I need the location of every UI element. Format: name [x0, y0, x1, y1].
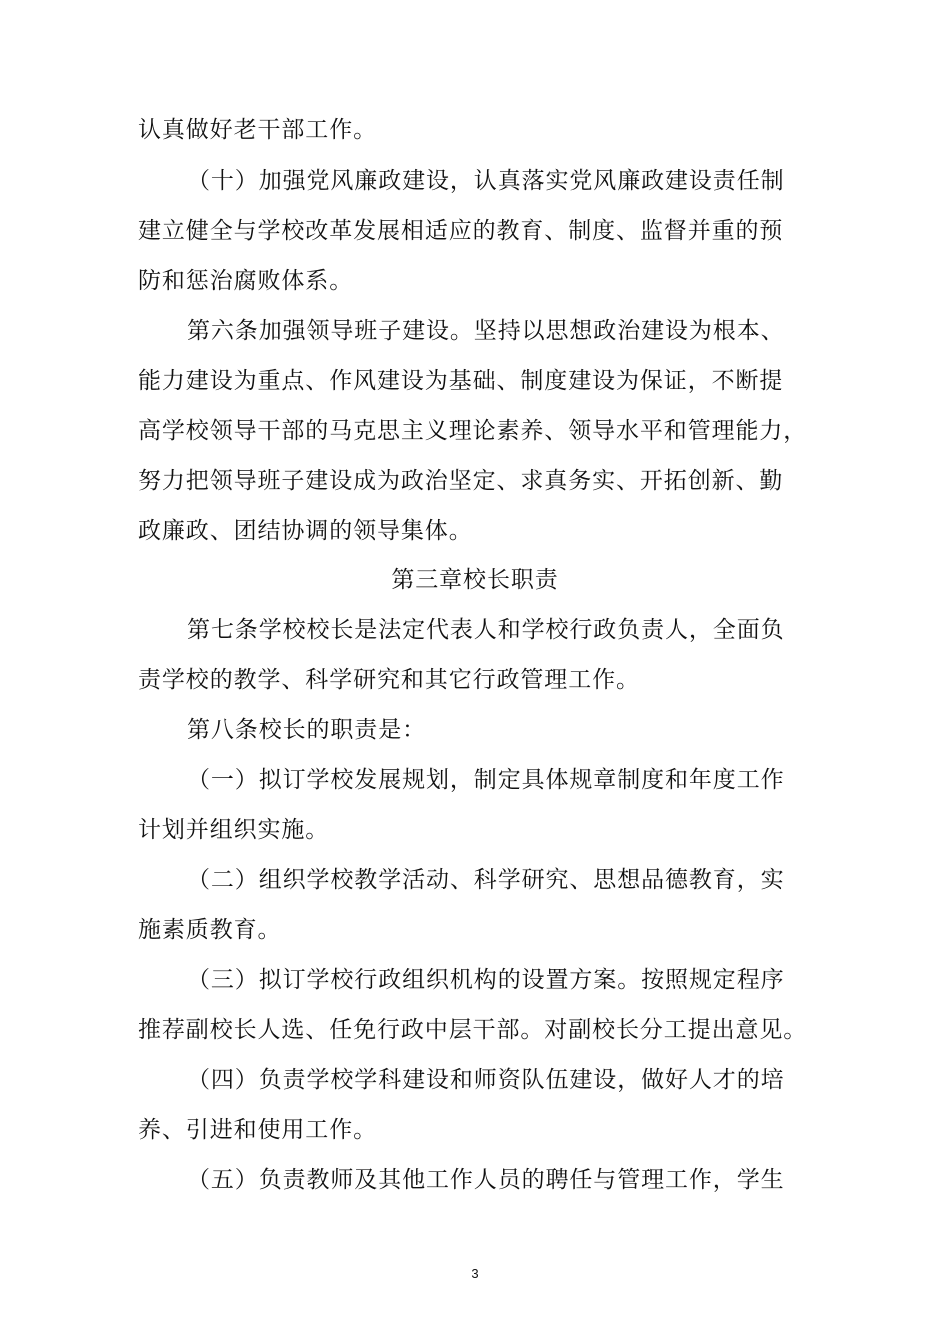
text-line-17: 施素质教育。 — [138, 917, 282, 943]
text-line-18: （三）拟订学校行政组织机构的设置方案。按照规定程序 — [187, 967, 785, 993]
text-line-6: 能力建设为重点、作风建设为基础、制度建设为保证，不断提 — [138, 368, 784, 394]
text-line-1: 认真做好老干部工作。 — [138, 117, 377, 143]
text-line-13: 第八条校长的职责是： — [187, 717, 426, 743]
text-line-11: 第七条学校校长是法定代表人和学校行政负责人，全面负 — [187, 617, 785, 643]
text-line-12: 责学校的教学、科学研究和其它行政管理工作。 — [138, 667, 640, 693]
text-line-2: （十）加强党风廉政建设，认真落实党风廉政建设责任制 — [187, 168, 785, 194]
text-line-14: （一）拟订学校发展规划，制定具体规章制度和年度工作 — [187, 767, 785, 793]
chapter-heading: 第三章校长职责 — [391, 567, 559, 593]
text-line-19: 推荐副校长人选、任免行政中层干部。对副校长分工提出意见。 — [138, 1017, 808, 1043]
text-line-9: 政廉政、团结协调的领导集体。 — [138, 518, 473, 544]
text-line-4: 防和惩治腐败体系。 — [138, 268, 354, 294]
text-line-22: （五）负责教师及其他工作人员的聘任与管理工作，学生 — [187, 1167, 785, 1193]
text-line-7: 高学校领导干部的马克思主义理论素养、领导水平和管理能力， — [138, 418, 808, 444]
text-line-3: 建立健全与学校改革发展相适应的教育、制度、监督并重的预 — [138, 218, 784, 244]
text-line-21: 养、引进和使用工作。 — [138, 1117, 377, 1143]
text-line-8: 努力把领导班子建设成为政治坚定、求真务实、开拓创新、勤 — [138, 468, 784, 494]
text-line-20: （四）负责学校学科建设和师资队伍建设，做好人才的培 — [187, 1067, 785, 1093]
text-line-5: 第六条加强领导班子建设。坚持以思想政治建设为根本、 — [187, 318, 785, 344]
page-number: 3 — [471, 1266, 479, 1281]
text-line-15: 计划并组织实施。 — [138, 817, 330, 843]
text-line-16: （二）组织学校教学活动、科学研究、思想品德教育，实 — [187, 867, 785, 893]
